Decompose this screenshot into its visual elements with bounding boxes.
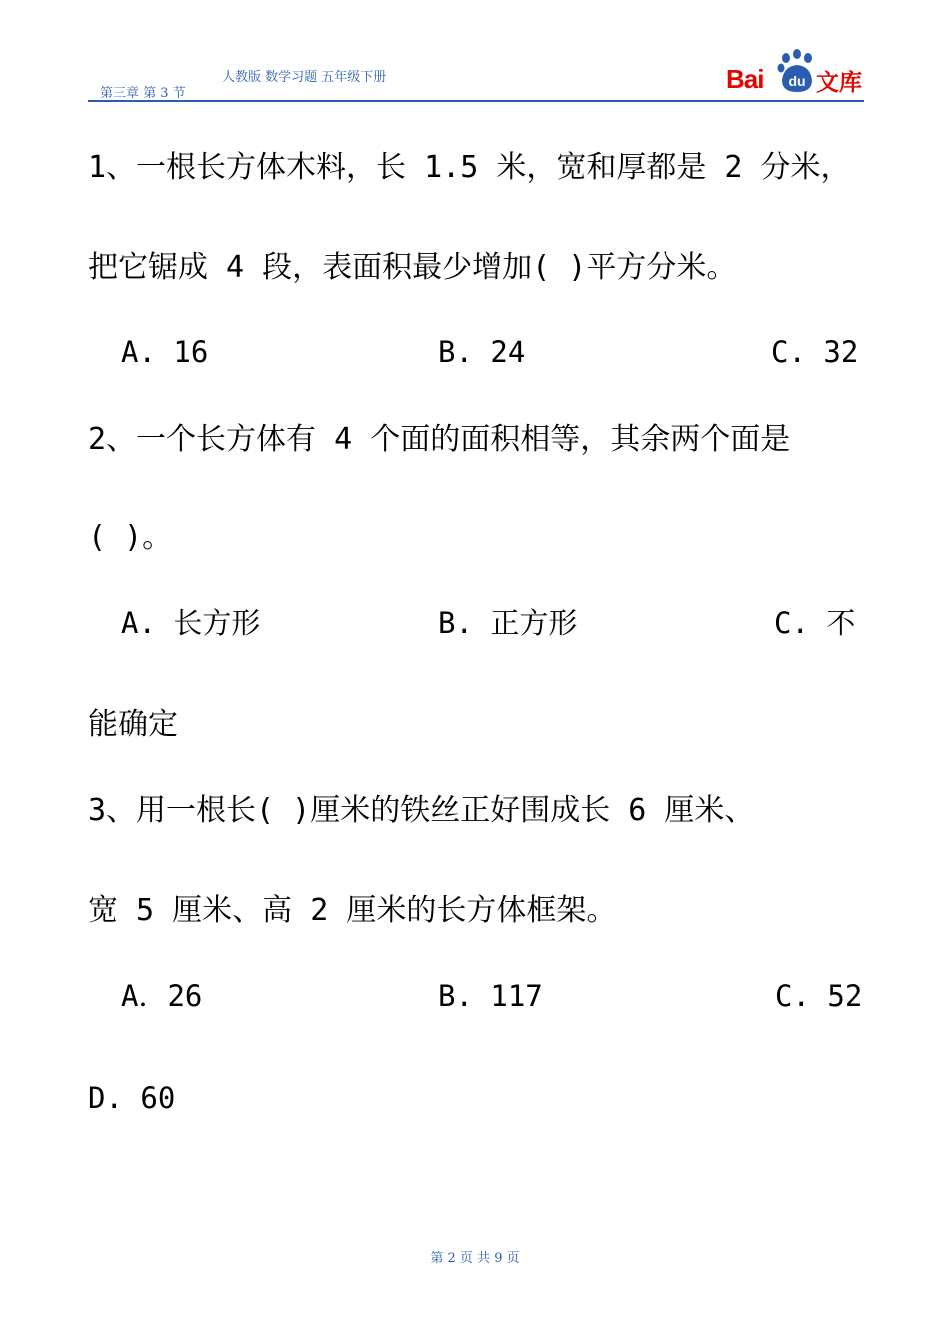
question-2-option-c-continuation: 能确定 bbox=[88, 707, 178, 742]
question-2-line-2: ( )。 bbox=[88, 520, 173, 555]
question-1-line-2: 把它锯成 4 段，表面积最少增加( )平方分米。 bbox=[88, 250, 737, 285]
series-title: 人教版 数学习题 五年级下册 bbox=[222, 70, 387, 85]
paw-icon bbox=[776, 48, 818, 94]
question-2-option-a[interactable]: A. 长方形 bbox=[121, 606, 261, 640]
question-1-option-b[interactable]: B. 24 bbox=[438, 335, 526, 369]
logo-du-text: du bbox=[788, 73, 806, 89]
question-3-line-2: 宽 5 厘米、高 2 厘米的长方体框架。 bbox=[88, 893, 617, 928]
question-3-option-b[interactable]: B. 117 bbox=[438, 979, 543, 1013]
question-2-option-c[interactable]: C. 不 bbox=[774, 606, 856, 640]
question-1-line-1: 1、一根长方体木料，长 1.5 米，宽和厚都是 2 分米， bbox=[88, 150, 851, 185]
question-2-line-1: 2、一个长方体有 4 个面的面积相等，其余两个面是 bbox=[88, 422, 791, 457]
question-2-option-b[interactable]: B. 正方形 bbox=[438, 606, 578, 640]
logo-wenku-text: 文库 bbox=[816, 70, 862, 96]
question-3-option-c[interactable]: C. 52 bbox=[775, 979, 863, 1013]
chapter-label: 第三章 第 3 节 bbox=[100, 86, 186, 101]
question-1-option-a[interactable]: A. 16 bbox=[121, 335, 209, 369]
logo-bai-text: Bai bbox=[726, 64, 764, 94]
question-3-option-d[interactable]: D. 60 bbox=[88, 1081, 176, 1115]
header-divider bbox=[88, 100, 864, 102]
question-3-option-a[interactable]: A．26 bbox=[121, 979, 203, 1013]
question-3-line-1: 3、用一根长( )厘米的铁丝正好围成长 6 厘米、 bbox=[88, 793, 755, 828]
page-header bbox=[0, 0, 950, 110]
question-1-option-c[interactable]: C. 32 bbox=[771, 335, 859, 369]
page-number: 第 2 页 共 9 页 bbox=[430, 1251, 520, 1266]
baidu-wenku-logo[interactable] bbox=[726, 48, 866, 96]
